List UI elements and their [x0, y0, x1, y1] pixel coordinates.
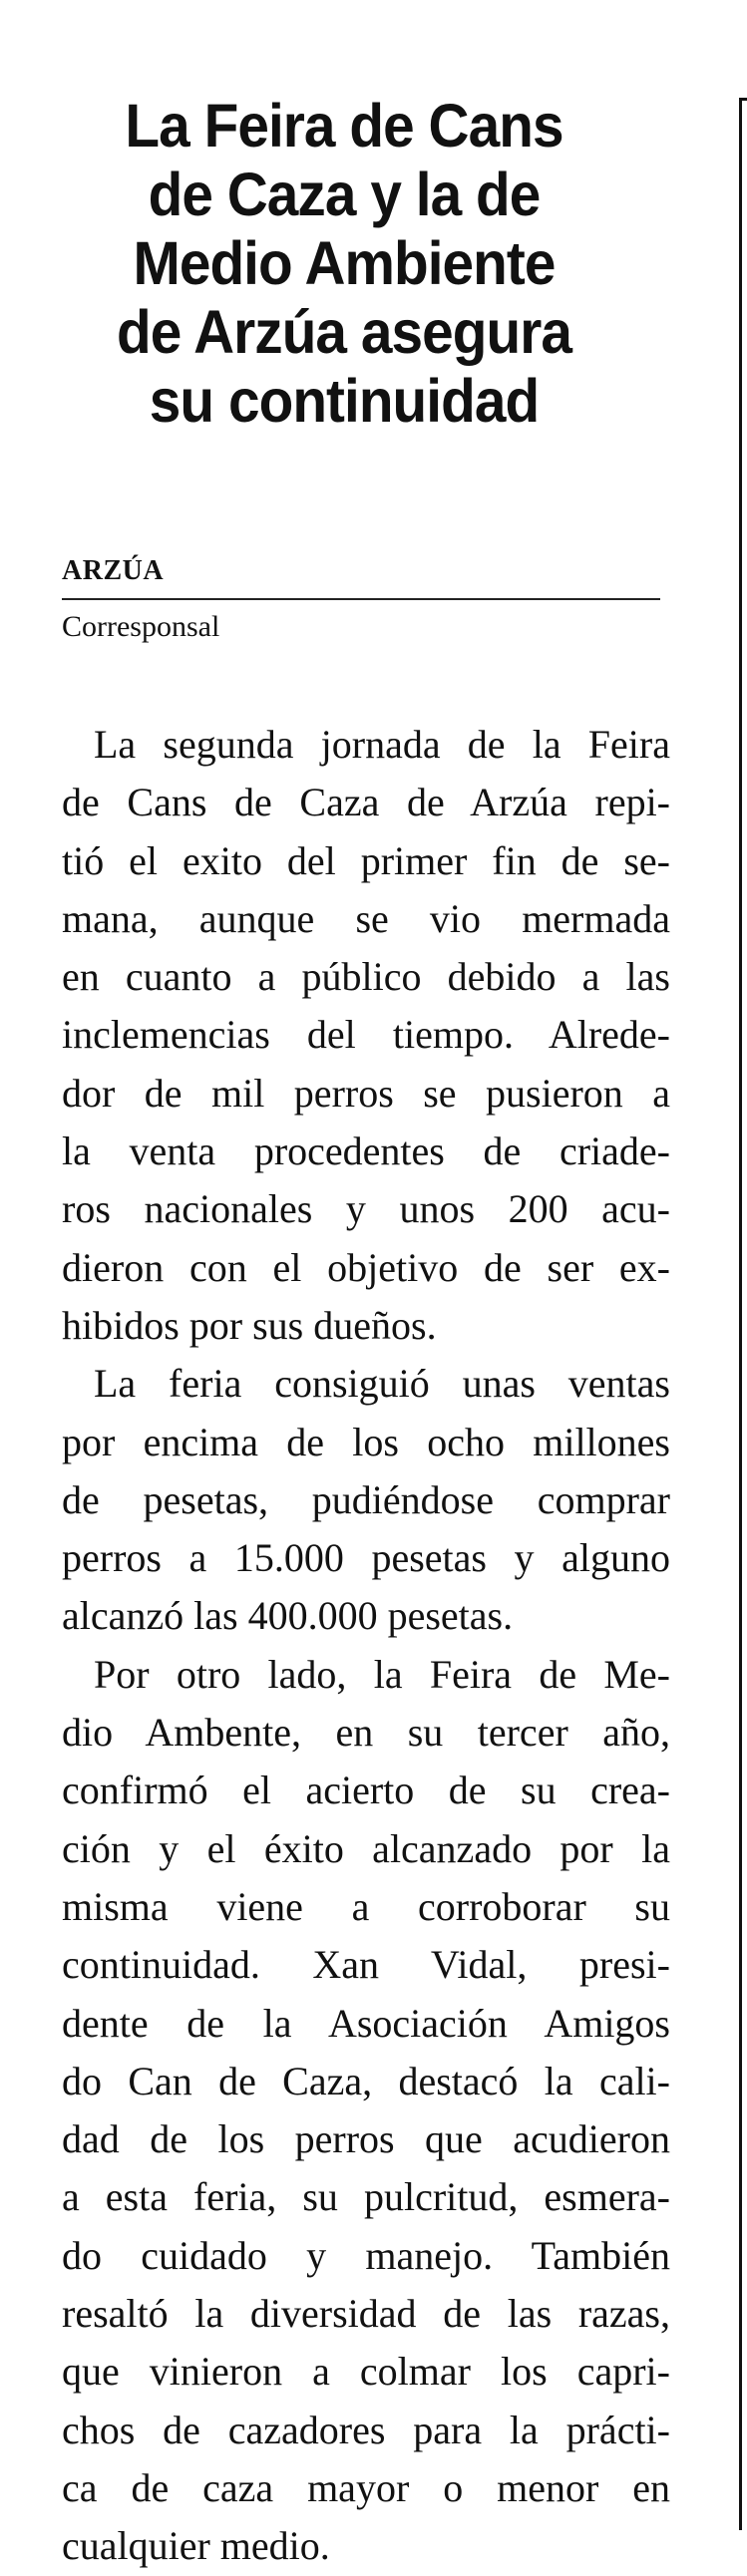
text-line: perros a 15.000 pesetas y alguno	[62, 1535, 670, 1581]
headline-line: de Caza y la de	[148, 161, 541, 228]
text-line: de Cans de Caza de Arzúa repi-	[62, 780, 670, 825]
text-line: dor de mil perros se pusieron a	[62, 1070, 670, 1116]
text-line: ros nacionales y unos 200 acu-	[62, 1186, 670, 1232]
paragraph-1	[62, 716, 670, 1355]
text-line: La segunda jornada de la Feira	[94, 722, 670, 767]
byline-role: Corresponsal	[62, 610, 220, 643]
text-line: hibidos por sus dueños.	[62, 1302, 437, 1348]
text-line: dio Ambente, en su tercer año,	[62, 1710, 670, 1756]
text-line: la venta procedentes de criade-	[62, 1128, 670, 1174]
text-line: Por otro lado, la Feira de Me-	[94, 1651, 670, 1697]
text-line: continuidad. Xan Vidal, presi-	[62, 1942, 670, 1988]
text-line: ca de caza mayor o menor en	[62, 2464, 670, 2510]
text-line: dad de los perros que acudieron	[62, 2116, 670, 2162]
headline-line: su continuidad	[149, 367, 540, 435]
text-line: mana, aunque se vio mermada	[62, 895, 670, 941]
headline-line: La Feira de Cans	[125, 92, 563, 160]
text-line: La feria consiguió unas ventas	[94, 1361, 670, 1407]
text-line: que vinieron a colmar los capri-	[62, 2349, 670, 2395]
text-line: confirmó el acierto de su crea-	[62, 1768, 670, 1813]
text-line: en cuanto a público debido a las	[62, 954, 670, 1000]
text-line: alcanzó las 400.000 pesetas.	[62, 1593, 514, 1639]
text-line: ción y el éxito alcanzado por la	[62, 1825, 670, 1871]
text-line: dente de la Asociación Amigos	[62, 2000, 670, 2046]
text-line: inclemencias del tiempo. Alrede-	[62, 1012, 670, 1058]
byline-place: ARZÚA	[62, 555, 165, 586]
text-line: misma viene a corroborar su	[62, 1883, 670, 1929]
text-line: resaltó la diversidad de las razas,	[62, 2291, 670, 2337]
paragraph-2	[62, 1355, 670, 1645]
article-body	[62, 716, 670, 2576]
byline-divider	[62, 598, 660, 600]
text-line: do cuidado y manejo. También	[62, 2232, 670, 2278]
text-line: a esta feria, su pulcritud, esmera-	[62, 2174, 670, 2220]
text-line: cualquier medio.	[62, 2523, 330, 2569]
text-line: dieron con el objetivo de ser ex-	[62, 1244, 670, 1290]
headline	[61, 92, 626, 436]
text-line: chos de cazadores para la prácti-	[62, 2407, 670, 2452]
paragraph-3	[62, 1646, 670, 2576]
column-border-rule	[739, 98, 742, 2530]
text-line: de pesetas, pudiéndose comprar	[62, 1476, 670, 1522]
text-line: por encima de los ocho millones	[62, 1419, 670, 1464]
text-line: do Can de Caza, destacó la cali-	[62, 2058, 670, 2103]
headline-line: Medio Ambiente	[133, 229, 556, 297]
headline-line: de Arzúa asegura	[117, 298, 571, 366]
text-line: tió el exito del primer fin de se-	[62, 837, 670, 883]
